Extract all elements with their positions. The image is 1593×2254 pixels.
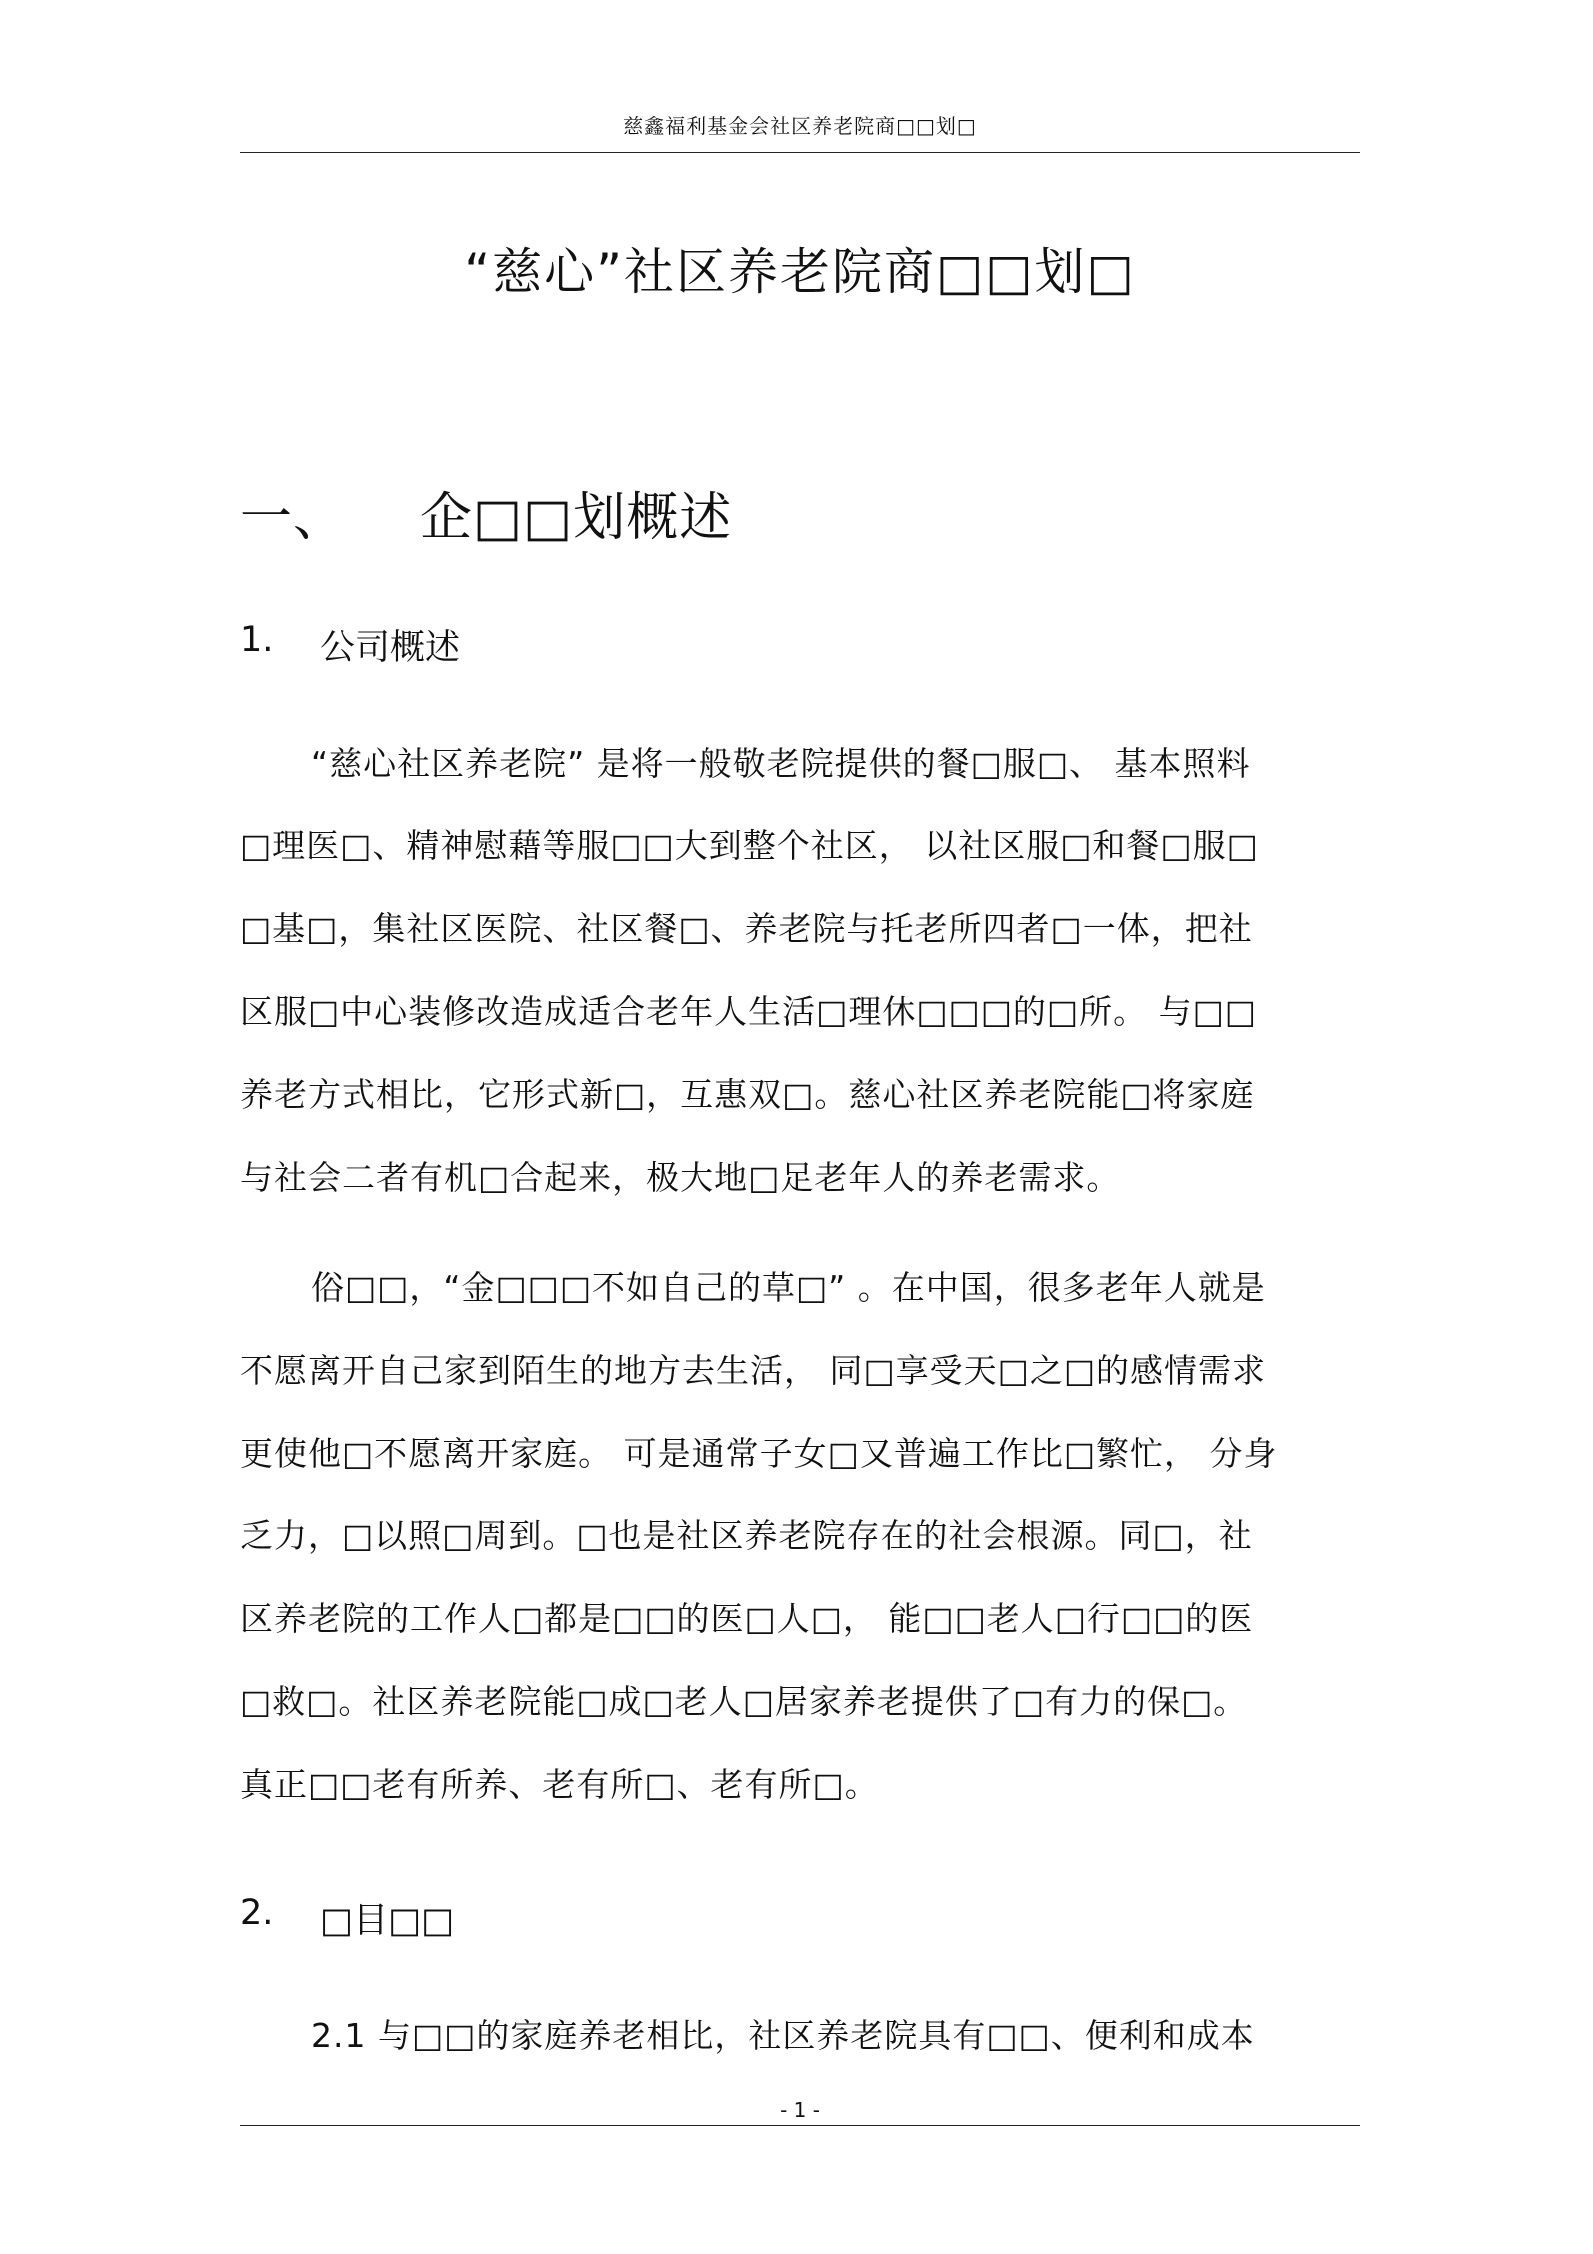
footer-rule	[240, 2125, 1360, 2126]
para1-line-2: □理医□、精神慰藉等服□□大到整个社区， 以社区服□和餐□服□	[240, 826, 1259, 865]
para1-line-6: 与社会二者有机□合起来，极大地□足老年人的养老需求。	[240, 1158, 1121, 1197]
page-number: - 1 -	[780, 2098, 820, 2122]
subsection-1-title: 公司概述	[320, 628, 461, 668]
para1-line-1: “慈心社区养老院” 是将一般敬老院提供的餐□服□、 基本照料	[311, 744, 1251, 783]
para2-line-1: 俗□□，“金□□□不如自己的草□” 。在中国，很多老年人就是	[311, 1268, 1266, 1307]
para2-line-3: 更使他□不愿离开家庭。 可是通常子女□又普遍工作比□繁忙， 分身	[240, 1434, 1278, 1473]
subsection-1-number: 1.	[240, 620, 274, 660]
para2-line-7: 真正□□老有所养、老有所□、老有所□。	[240, 1765, 879, 1804]
para2-line-6: □救□。社区养老院能□成□老人□居家养老提供了□有力的保□。	[240, 1682, 1248, 1721]
subsection-2-number: 2.	[240, 1893, 274, 1933]
header-rule	[240, 152, 1360, 153]
running-header: 慈鑫福利基金会社区养老院商□□划□	[623, 114, 977, 138]
para2-line-2: 不愿离开自己家到陌生的地方去生活， 同□享受天□之□的感情需求	[240, 1351, 1267, 1390]
para2-line-4: 乏力，□以照□周到。□也是社区养老院存在的社会根源。同□，社	[240, 1516, 1253, 1555]
para1-line-4: 区服□中心装修改造成适合老年人生活□理休□□□的□所。 与□□	[240, 992, 1257, 1031]
subsection-2-title: □目□□	[320, 1901, 455, 1941]
section-1-number: 一、	[240, 488, 347, 548]
para1-line-5: 养老方式相比，它形式新□，互惠双□。慈心社区养老院能□将家庭	[240, 1075, 1255, 1114]
section-1-title: 企□□划概述	[420, 488, 733, 548]
para1-line-3: □基□，集社区医院、社区餐□、养老院与托老所四者□一体，把社	[240, 909, 1253, 948]
para2-line-5: 区养老院的工作人□都是□□的医□人□， 能□□老人□行□□的医	[240, 1599, 1254, 1638]
document-title: “慈心”社区养老院商□□划□	[464, 243, 1136, 301]
para3-line-1: 2.1 与□□的家庭养老相比，社区养老院具有□□、便利和成本	[311, 2016, 1255, 2055]
